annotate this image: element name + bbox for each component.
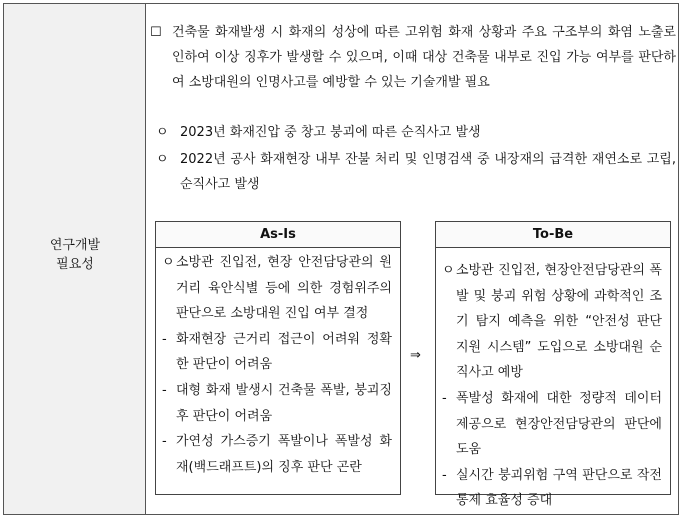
circle-bullet-icon: ㅇ [156,125,169,140]
asis-item-marker: - [162,434,167,450]
tobe-item-text: 폭발성 화재에 대한 정량적 데이터 제공으로 현장안전담당관의 판단에 도움 [456,390,662,458]
asis-item-marker: - [162,382,167,398]
asis-title: As-Is [156,222,400,248]
row-header-line2: 필요성 [56,257,94,272]
asis-item-text: 소방관 진입전, 현장 안전담당관의 원거리 육안식별 등에 의한 경험위주의 판단으로 소방대원 진입 여부 결정 [176,255,392,322]
asis-item-marker: ㅇ [162,255,175,270]
asis-box [155,221,401,495]
tobe-item-marker: - [442,390,447,406]
asis-item [162,250,392,327]
checkbox-marker-icon: ☐ [150,25,162,40]
tobe-body [436,248,670,514]
tobe-item [442,258,662,386]
content-cell [146,4,678,514]
asis-item [162,327,392,378]
asis-item-text: 화재현장 근거리 접근이 어려워 정확한 판단이 어려움 [176,331,392,373]
tobe-item-text: 실시간 붕괴위험 구역 판단으로 작전 통제 효율성 증대 [456,467,662,509]
row-header-cell [4,4,146,514]
bullet-text: 2023년 화재진압 중 창고 붕괴에 따른 순직사고 발생 [180,125,481,140]
bullet-item [156,120,676,145]
asis-item-marker: - [162,331,167,347]
asis-body [156,248,400,480]
circle-bullet-icon: ㅇ [156,152,169,167]
tobe-item-marker: - [442,467,447,483]
tobe-item [442,463,662,514]
bullet-text: 2022년 공사 화재현장 내부 잔불 처리 및 인명검색 중 내장재의 급격한 재연소로 고립, 순직사고 발생 [180,152,676,192]
asis-item-text: 가연성 가스증기 폭발이나 폭발성 화재(백드래프트)의 징후 판단 곤란 [176,434,392,475]
asis-item [162,378,392,429]
tobe-item-text: 소방관 진입전, 현장안전담당관의 폭발 및 붕괴 위험 상황에 과학적인 조기 탐지 예측을 위한 “안전성 판단 지원 시스템” 도입으로 소방대원 순직사고 예방 [456,263,662,381]
tobe-title: To-Be [436,222,670,248]
row-header-label [4,236,146,274]
transition-arrow-icon: ⇒ [410,348,421,363]
tobe-box [435,221,671,509]
requirement-table [3,3,679,515]
bullet-item [156,147,676,197]
tobe-item-marker: ㅇ [442,263,455,278]
intro-text: 건축물 화재발생 시 화재의 성상에 따른 고위험 화재 상황과 주요 구조부의 화염 노출로 인하여 이상 징후가 발생할 수 있으며, 이때 대상 건축물 내부로 진입 가능 여부를 판단하여 소방대원의 인명사고를 예방할 수 있는 기술개발 필요 [172,25,676,90]
asis-item-text: 대형 화재 발생시 건축물 폭발, 붕괴징후 판단이 어려움 [176,382,392,424]
asis-item [162,429,392,480]
intro-paragraph [150,20,676,95]
tobe-item [442,386,662,463]
row-header-line1: 연구개발 [49,238,101,253]
